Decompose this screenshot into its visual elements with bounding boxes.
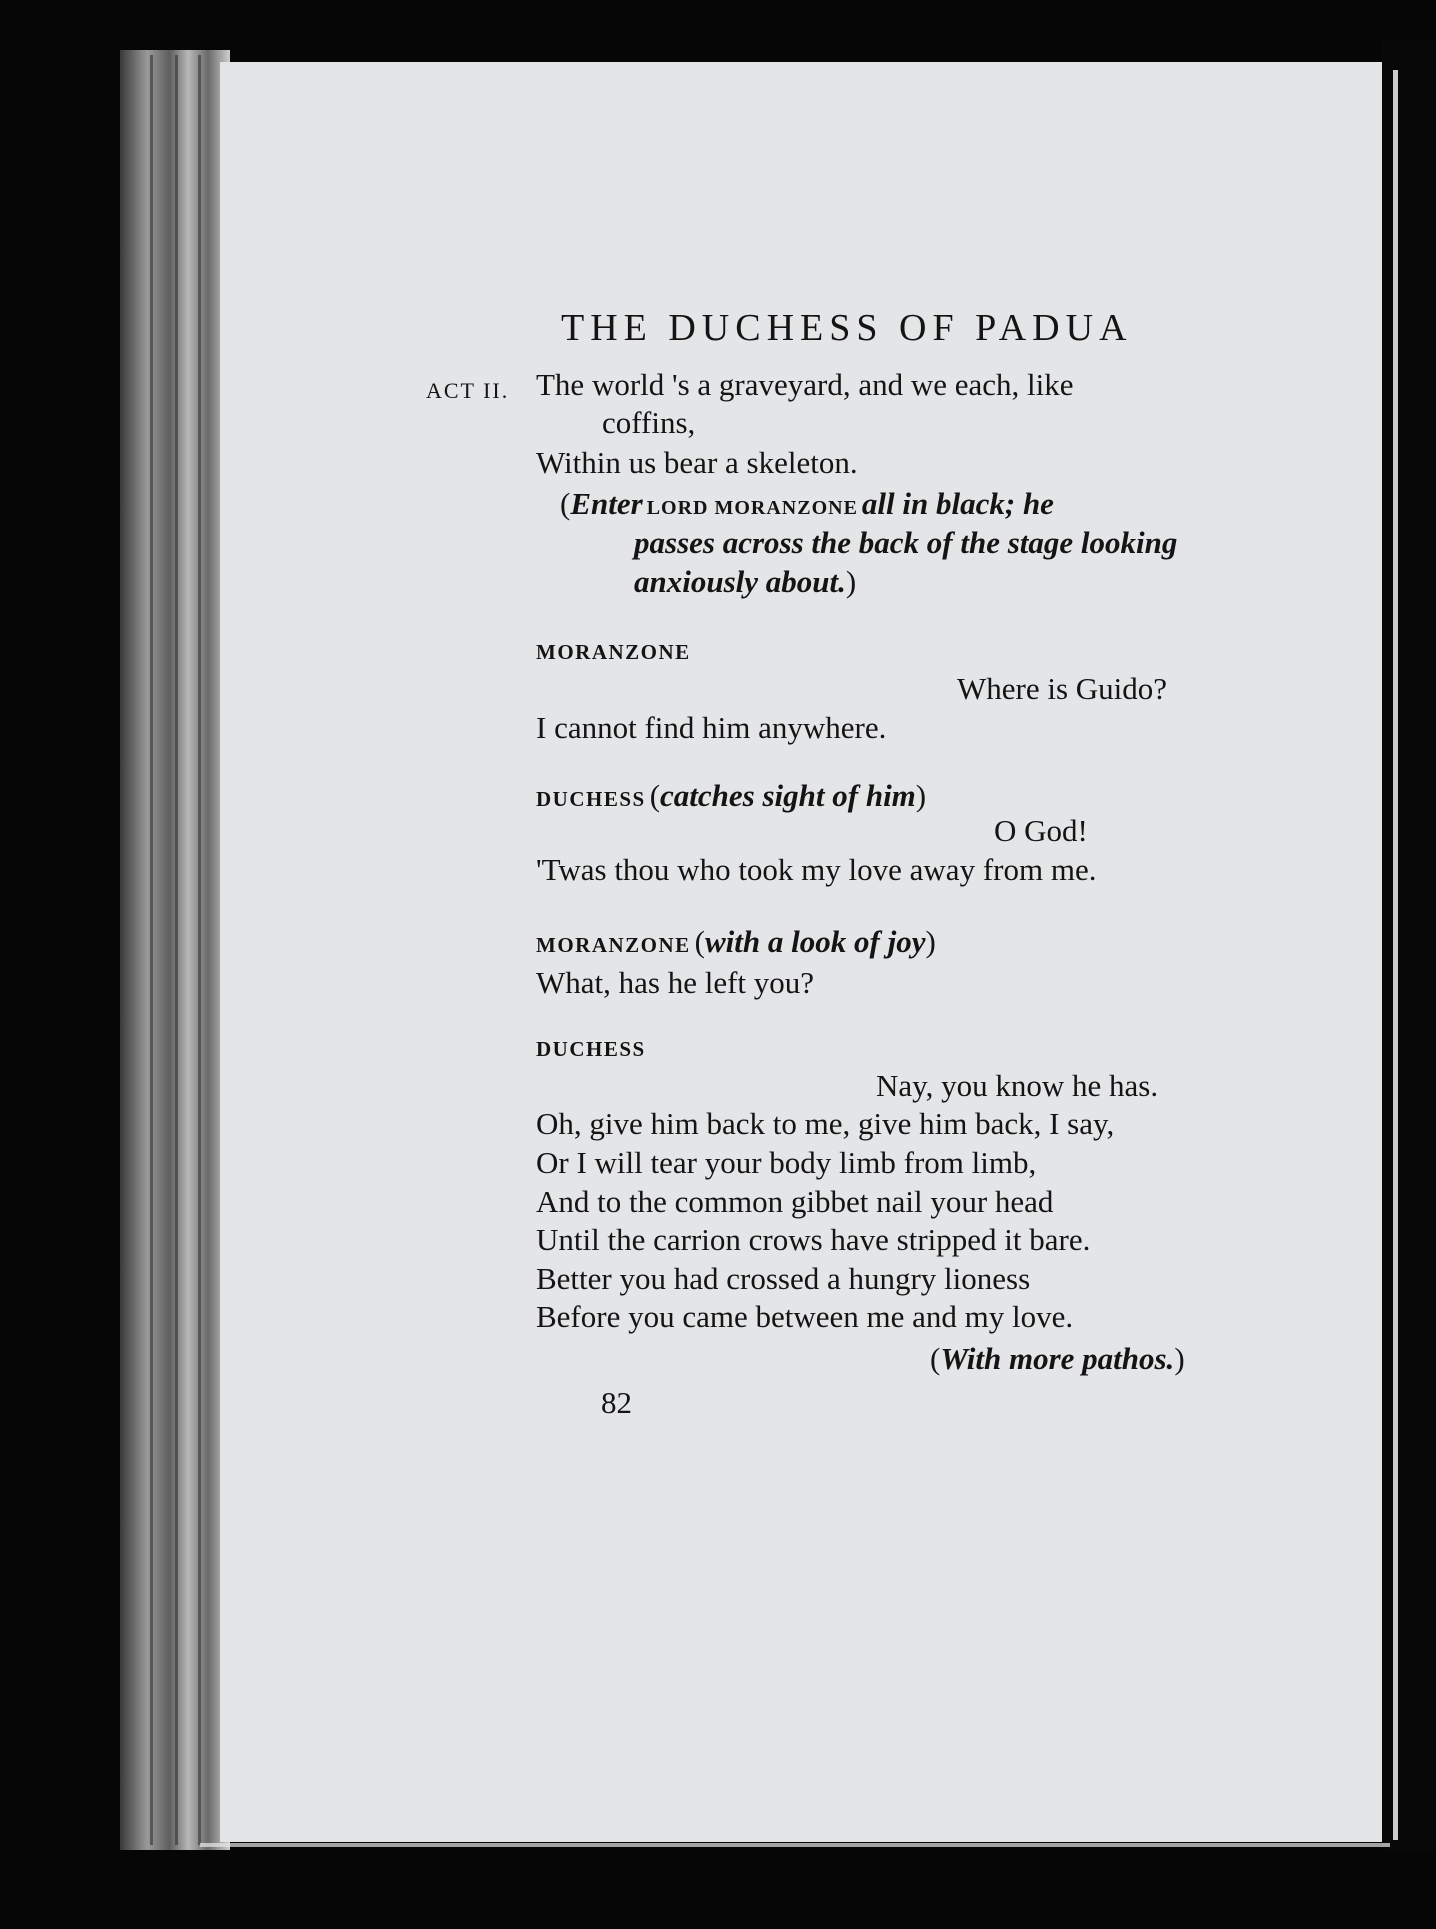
stage-direction-text: all in black; he — [861, 486, 1054, 521]
verse-line: Or I will tear your body limb from limb, — [536, 1145, 1037, 1180]
verse-line: Oh, give him back to me, give him back, I say, — [536, 1106, 1115, 1141]
verse-line: Better you had crossed a hungry lioness — [536, 1261, 1031, 1296]
verse-line: 'Twas thou who took my love away from me. — [536, 852, 1097, 887]
stage-direction-text: Enter — [570, 486, 643, 521]
verse-line: What, has he left you? — [536, 965, 815, 1000]
speaker-name: DUCHESS — [536, 787, 646, 811]
speaker-heading — [536, 924, 936, 960]
verse-line: I cannot find him anywhere. — [536, 710, 887, 745]
bottom-edge-line — [200, 1843, 1390, 1847]
paren: ( — [560, 486, 571, 521]
paren: ( — [694, 924, 705, 959]
speaker-name: MORANZONE — [536, 640, 691, 664]
stage-direction-text: anxiously about. — [634, 564, 846, 599]
act-label: ACT II. — [426, 378, 510, 403]
page-edge-line — [150, 55, 153, 1845]
stage-direction — [634, 564, 856, 600]
stage-direction-text: passes across the back of the stage looking — [634, 525, 1178, 560]
paren: ) — [845, 564, 857, 599]
stage-direction — [560, 486, 1054, 522]
right-rule-line — [1393, 70, 1398, 1840]
verse-line: Until the carrion crows have stripped it bare. — [536, 1222, 1091, 1257]
character-name: LORD MORANZONE — [646, 497, 858, 519]
page-edge-line — [175, 55, 178, 1845]
verse-line: O God! — [994, 813, 1088, 848]
speaker-name: MORANZONE — [536, 933, 691, 957]
speaker-heading — [536, 778, 926, 814]
stage-direction-text: with a look of joy — [705, 924, 926, 959]
verse-line: Before you came between me and my love. — [536, 1299, 1074, 1334]
speaker-name: DUCHESS — [536, 1037, 646, 1061]
paren: ( — [930, 1341, 941, 1376]
verse-line: And to the common gibbet nail your head — [536, 1184, 1054, 1219]
page-edge-line — [198, 55, 201, 1845]
stage-direction-text: catches sight of him — [660, 778, 916, 813]
paren: ) — [925, 924, 936, 959]
verse-line: The world 's a graveyard, and we each, like — [536, 367, 1074, 402]
verse-line: coffins, — [602, 405, 696, 440]
paren: ( — [649, 778, 661, 813]
verse-line: Within us bear a skeleton. — [536, 445, 858, 480]
stage-direction-text: With more pathos. — [940, 1341, 1175, 1376]
stage-direction — [930, 1341, 1185, 1377]
verse-line: Where is Guido? — [957, 671, 1168, 706]
page-number: 82 — [601, 1385, 632, 1420]
paren: ) — [1174, 1341, 1185, 1376]
right-border — [1382, 40, 1436, 1850]
verse-line: Nay, you know he has. — [876, 1068, 1159, 1103]
running-header: THE DUCHESS OF PADUA — [561, 307, 1133, 349]
paren: ) — [915, 778, 927, 813]
